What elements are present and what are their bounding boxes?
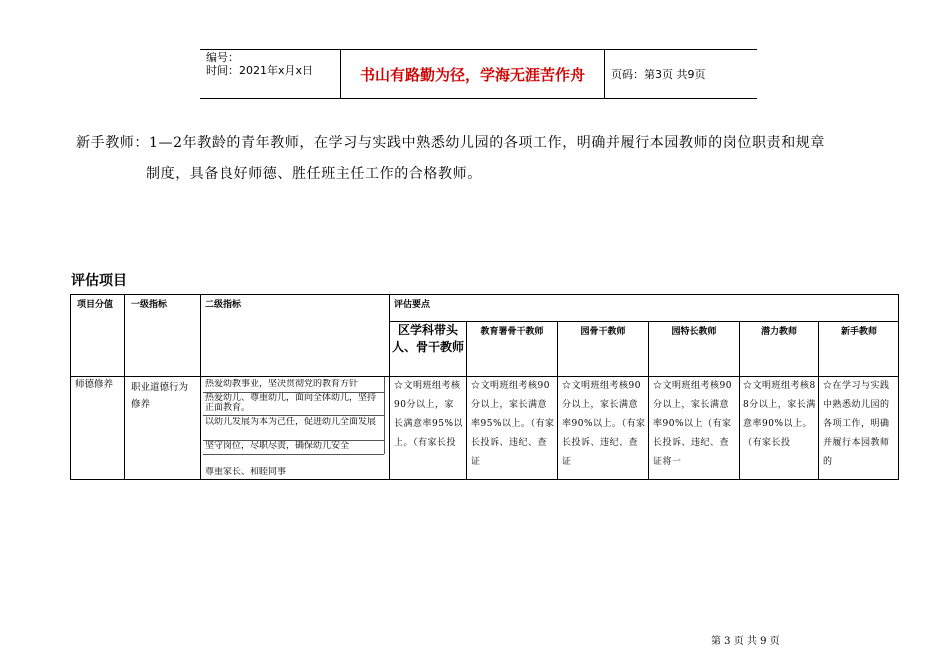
- header-meta: [200, 50, 341, 98]
- paragraph-line-1: 新手教师：1—2年教龄的青年教师，在学习与实践中熟悉幼儿园的各项工作，明确并履行本园教师的岗位职责和规章: [76, 135, 826, 151]
- motto: 书山有路勤为径，学海无涯苦作舟: [341, 50, 605, 98]
- criteria-cell: ☆文明班组考核90分以上，家长满意率95%以上。（有家长投: [394, 381, 463, 448]
- teacher-type-2: 教育署骨干教师: [480, 327, 544, 337]
- date-label: 时间：2021年x月x日: [206, 64, 314, 77]
- criteria-cell: ☆文明班组考核88分以上，家长满意率90%以上。（有家长投: [743, 381, 816, 448]
- document-header: [200, 49, 757, 99]
- header-score: 项目分值: [77, 300, 114, 310]
- teacher-type-1: 区学科带头人、骨干教师: [392, 323, 465, 354]
- teacher-type-3: 园骨干教师: [580, 327, 626, 337]
- level2-item: 以幼儿发展为本为己任，促进幼儿全面发展: [205, 417, 377, 427]
- evaluation-table: [70, 294, 899, 480]
- criteria-cell: ☆文明班组考核90分以上，家长满意率90%以上。（有家长投诉、违纪、查证: [562, 381, 646, 467]
- page-label: 页码：第3页 共9页: [611, 68, 706, 81]
- page-footer: 第 3 页 共 9 页: [711, 636, 780, 647]
- level2-item: 热爱幼儿、尊重幼儿，面向全体幼儿，坚持正面教育。: [205, 393, 377, 413]
- level2-item: 热爱幼教事业，坚决贯彻党的教育方针: [205, 379, 359, 389]
- section-title: 评估项目: [71, 273, 127, 289]
- header-level1: 一级指标: [131, 300, 168, 310]
- criteria-cell: ☆在学习与实践中熟悉幼儿园的各项工作，明确并履行本园教师的: [823, 381, 890, 467]
- header-level2: 二级指标: [205, 300, 242, 310]
- paragraph-line-2: 制度，具备良好师德、胜任班主任工作的合格教师。: [146, 166, 482, 182]
- teacher-type-5: 潜力教师: [760, 327, 797, 337]
- criteria-cell: ☆文明班组考核90分以上，家长满意率90%以上（有家长投诉、违纪、查证将一: [653, 381, 732, 467]
- header-points: 评估要点: [394, 300, 431, 310]
- criteria-cell: ☆文明班组考核90分以上，家长满意率95%以上。（有家长投诉、违纪、查证: [471, 381, 555, 467]
- number-label: 编号：: [206, 51, 239, 64]
- teacher-type-6: 新手教师: [840, 327, 877, 337]
- level2-item: 坚守岗位，尽职尽责，确保幼儿安全: [205, 441, 350, 451]
- row-level1: 职业道德行为修养: [131, 382, 189, 410]
- row-score: 师德修养: [75, 379, 114, 390]
- teacher-type-4: 园特长教师: [671, 327, 717, 337]
- level2-item: 尊重家长、和睦同事: [205, 467, 287, 477]
